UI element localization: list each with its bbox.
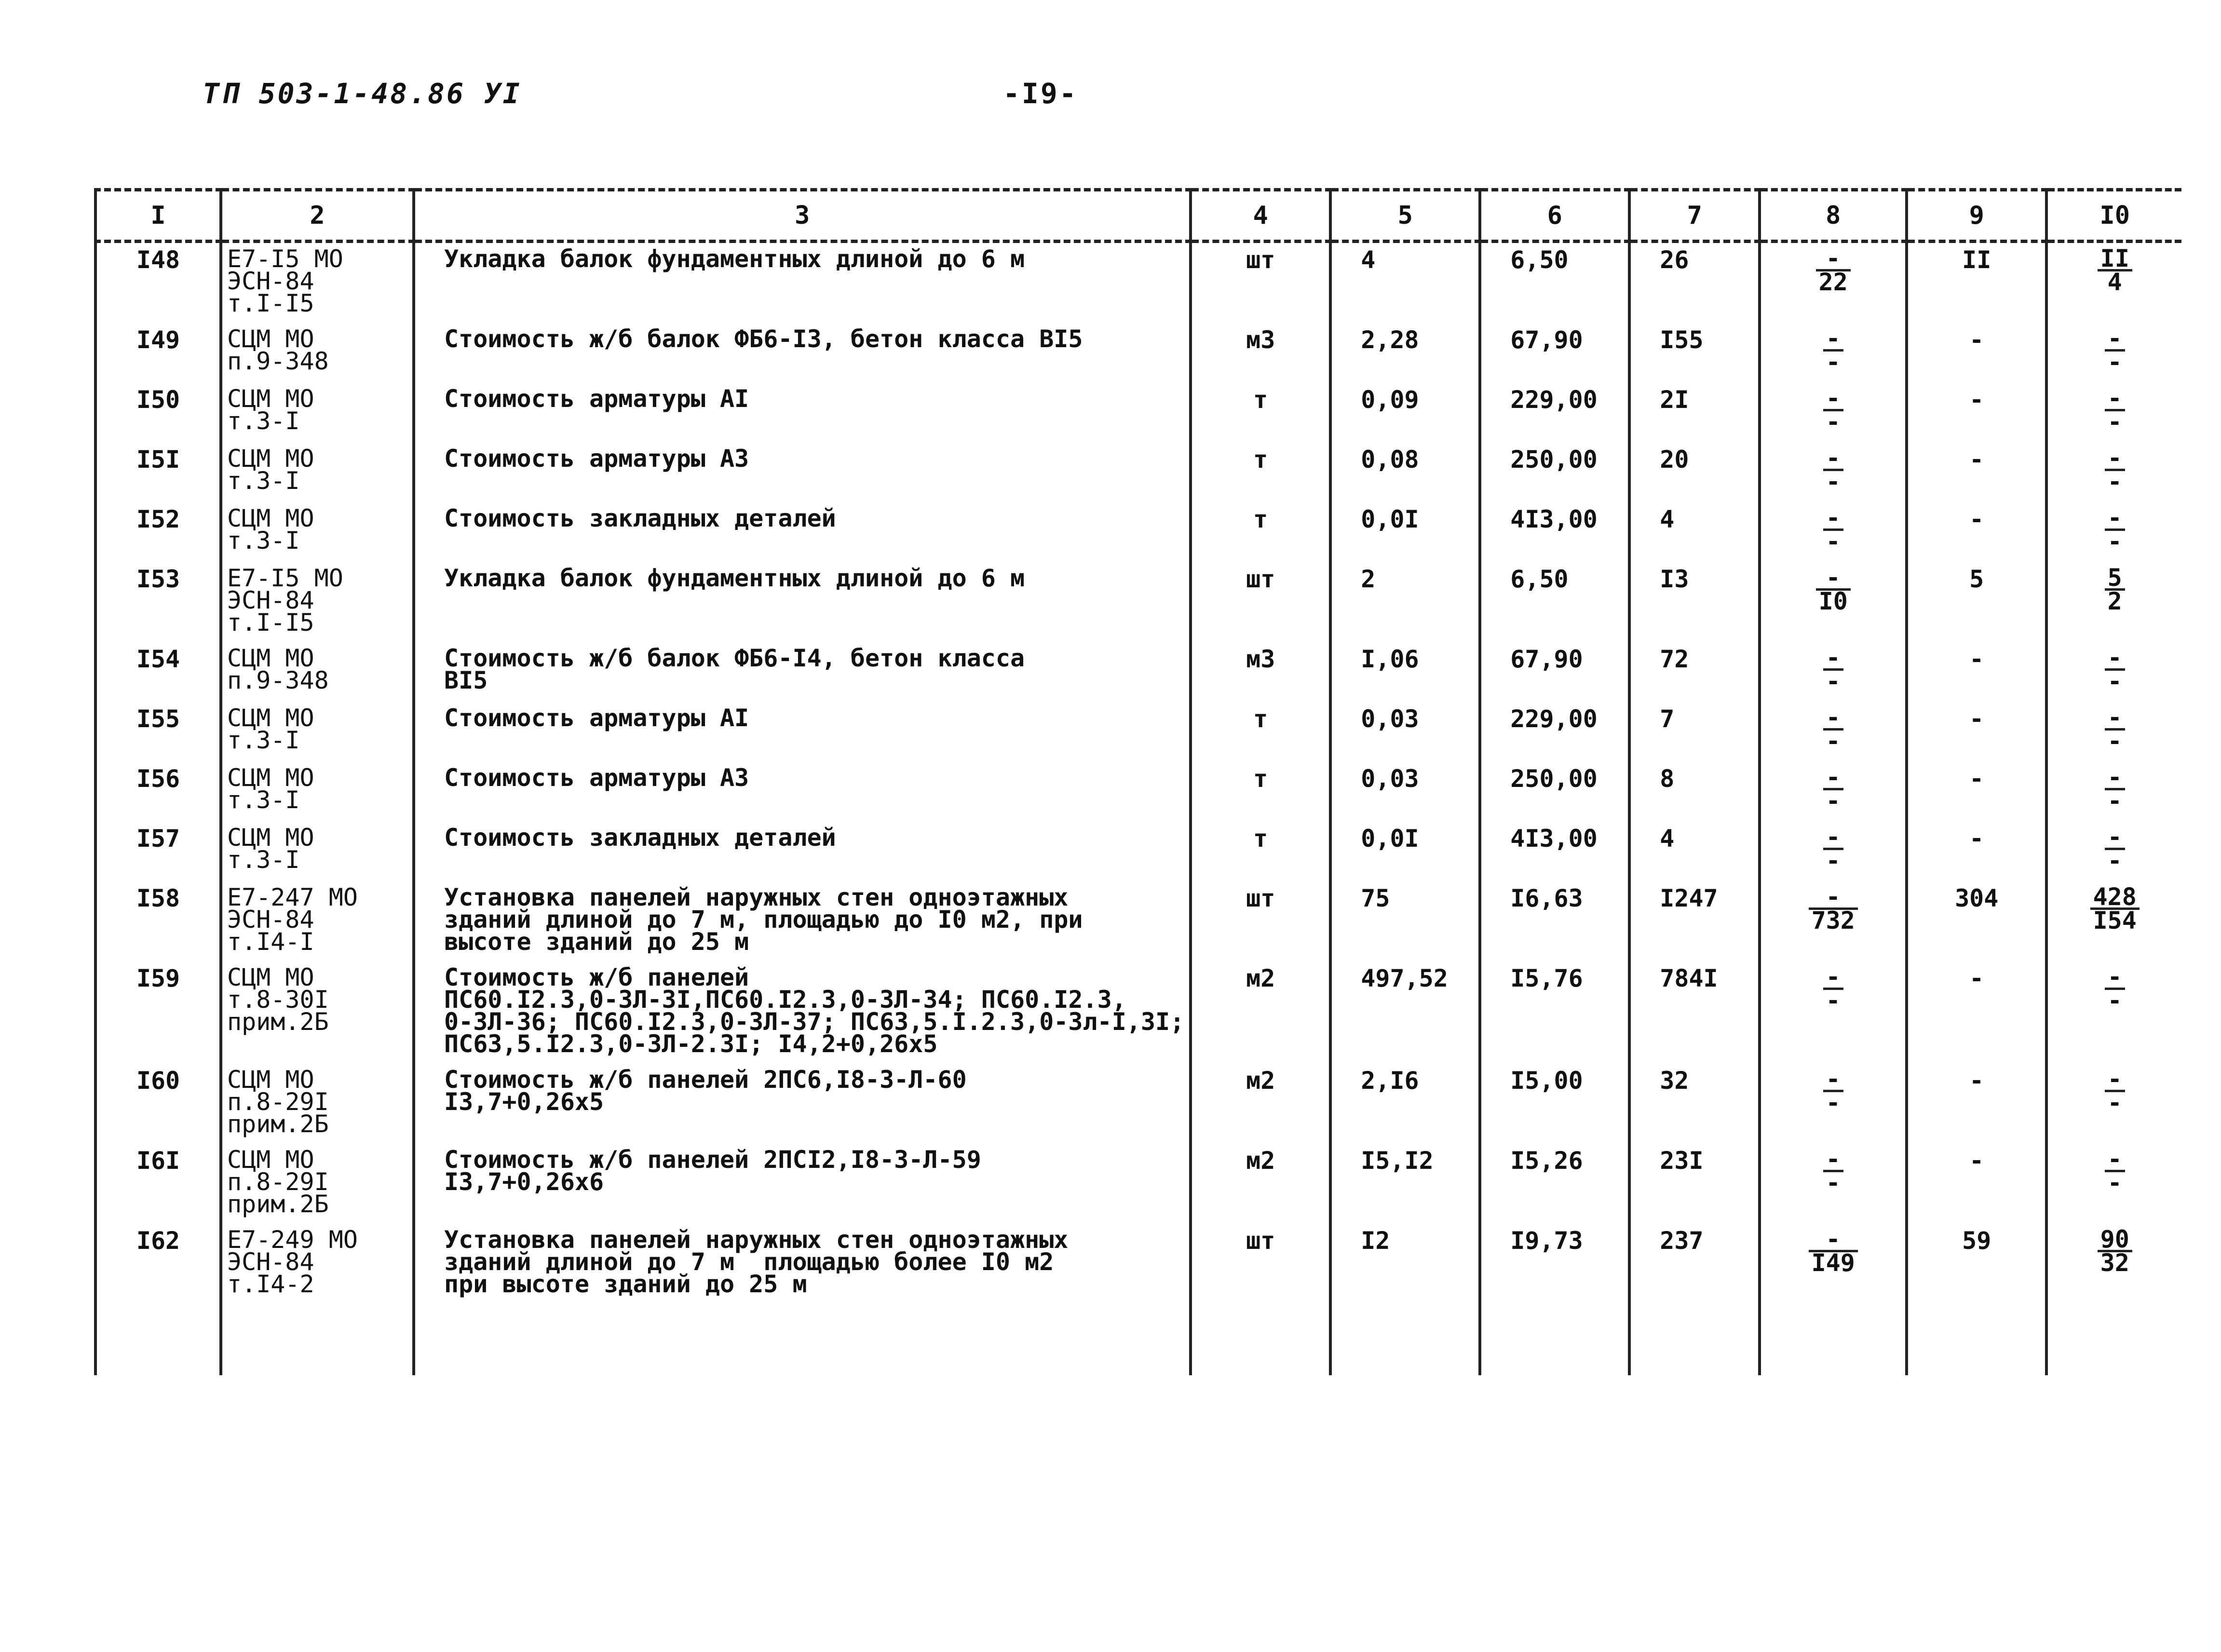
fraction [2098, 244, 2132, 296]
unit-of-measure: т [1191, 383, 1330, 443]
work-description: Установка панелей наружных стен одноэтажных зданий длиной до 7 м, площадью до I0 м2, при высоте зданий до 25 м [414, 881, 1191, 961]
quantity: 0,03 [1330, 702, 1480, 762]
quantity: I5,I2 [1330, 1144, 1480, 1224]
column-9-value: - [1907, 762, 2046, 822]
row-number: I49 [95, 323, 221, 383]
quantity: 0,03 [1330, 762, 1480, 822]
fraction-denominator: - [2107, 1089, 2122, 1117]
fraction-numerator: - [1823, 647, 1843, 671]
fraction-denominator: - [2107, 528, 2122, 555]
fraction [2105, 644, 2125, 695]
column-9-value: 304 [1907, 881, 2046, 961]
fraction-numerator: - [2105, 647, 2125, 671]
column-9-value: - [1907, 702, 2046, 762]
fraction [2098, 1225, 2132, 1277]
column-9-value: - [1907, 383, 2046, 443]
fraction [2105, 704, 2125, 755]
quantity: 0,08 [1330, 443, 1480, 502]
column-header: I0 [2046, 190, 2181, 242]
fraction [1816, 564, 1851, 615]
column-8-value [1760, 562, 1907, 642]
work-description: Стоимость арматуры АI [414, 383, 1191, 443]
fraction-numerator: - [1823, 826, 1843, 850]
fraction-numerator: - [2105, 507, 2125, 531]
column-10-value [2046, 383, 2181, 443]
total-cost: 4 [1629, 502, 1760, 562]
column-10-value [2046, 881, 2181, 961]
unit-price: 250,00 [1480, 762, 1629, 822]
row-number: I48 [95, 242, 221, 324]
column-8-value [1760, 881, 1907, 961]
column-8-value [1760, 961, 1907, 1064]
unit-price: I6,63 [1480, 881, 1629, 961]
source-code: СЦМ МО т.3-I [221, 762, 414, 822]
column-8-value [1760, 702, 1907, 762]
empty-cell [1480, 1304, 1629, 1375]
fraction-numerator: - [1823, 1149, 1843, 1172]
quantity: 2 [1330, 562, 1480, 642]
work-description: Стоимость арматуры А3 [414, 762, 1191, 822]
fraction-numerator: - [2105, 707, 2125, 731]
total-cost: 26 [1629, 242, 1760, 324]
unit-price: I5,26 [1480, 1144, 1629, 1224]
column-header: 7 [1629, 190, 1760, 242]
fraction-numerator: - [1816, 248, 1851, 271]
source-code: Е7-I5 МО ЭСН-84 т.I-I5 [221, 242, 414, 324]
total-cost: 7 [1629, 702, 1760, 762]
fraction-denominator: - [1826, 727, 1841, 755]
fraction-denominator: 22 [1818, 268, 1848, 296]
fraction-denominator: - [2107, 667, 2122, 695]
total-cost: 237 [1629, 1224, 1760, 1304]
column-8-value [1760, 1064, 1907, 1144]
source-code: СЦМ МО п.9-348 [221, 323, 414, 383]
column-9-value: 5 [1907, 562, 2046, 642]
total-cost: I247 [1629, 881, 1760, 961]
fraction-denominator: 2 [2107, 587, 2122, 615]
unit-of-measure: шт [1191, 1224, 1330, 1304]
empty-cell [221, 1304, 414, 1375]
fraction-numerator: - [1823, 767, 1843, 790]
fraction-denominator: 32 [2100, 1249, 2129, 1277]
column-header: I [95, 190, 221, 242]
fraction [1823, 384, 1843, 436]
table-row [95, 762, 2181, 822]
empty-cell [414, 1304, 1191, 1375]
row-number: I53 [95, 562, 221, 642]
unit-price: 4I3,00 [1480, 822, 1629, 881]
fraction [1823, 763, 1843, 815]
source-code: СЦМ МО п.9-348 [221, 642, 414, 702]
work-description: Стоимость ж/б балок ФБ6-I3, бетон класса BI5 [414, 323, 1191, 383]
quantity: 0,09 [1330, 383, 1480, 443]
unit-price: 250,00 [1480, 443, 1629, 502]
fraction-numerator: 90 [2098, 1229, 2132, 1252]
unit-of-measure: т [1191, 502, 1330, 562]
source-code: СЦМ МО т.3-I [221, 822, 414, 881]
row-number: I56 [95, 762, 221, 822]
fraction-numerator: - [2105, 1149, 2125, 1172]
fraction [2105, 325, 2125, 376]
row-number: I58 [95, 881, 221, 961]
work-description: Установка панелей наружных стен одноэтажных зданий длиной до 7 м площадью более I0 м2 при высоте зданий до 25 м [414, 1224, 1191, 1304]
table-row [95, 1064, 2181, 1144]
fraction [2105, 823, 2125, 875]
empty-cell [1330, 1304, 1480, 1375]
column-header: 8 [1760, 190, 1907, 242]
total-cost: I55 [1629, 323, 1760, 383]
fraction [1823, 823, 1843, 875]
column-10-value [2046, 762, 2181, 822]
column-10-value [2046, 1224, 2181, 1304]
column-9-value: - [1907, 822, 2046, 881]
fraction-denominator: - [2107, 987, 2122, 1015]
table-row [95, 443, 2181, 502]
total-cost: 32 [1629, 1064, 1760, 1144]
fraction-numerator: - [1823, 328, 1843, 352]
column-10-value [2046, 323, 2181, 383]
column-9-value: II [1907, 242, 2046, 324]
empty-cell [2046, 1304, 2181, 1375]
estimate-table [94, 188, 2181, 1375]
unit-of-measure: м3 [1191, 323, 1330, 383]
fraction [2090, 883, 2140, 934]
fraction [2105, 1065, 2125, 1117]
fraction [1823, 325, 1843, 376]
column-9-value: - [1907, 1064, 2046, 1144]
column-8-value [1760, 1144, 1907, 1224]
fraction-denominator: - [1826, 987, 1841, 1015]
column-8-value [1760, 242, 1907, 324]
table-row [95, 562, 2181, 642]
fraction-denominator: - [2107, 468, 2122, 496]
fraction-numerator: - [1823, 707, 1843, 731]
fraction [1823, 963, 1843, 1015]
fraction [2105, 1145, 2125, 1197]
fraction-numerator: - [1823, 966, 1843, 990]
fraction-denominator: - [1826, 1089, 1841, 1117]
fraction [1816, 244, 1851, 296]
table-row [95, 881, 2181, 961]
fraction-numerator: - [2105, 447, 2125, 471]
row-number: I57 [95, 822, 221, 881]
unit-price: I9,73 [1480, 1224, 1629, 1304]
work-description: Стоимость ж/б панелей ПС60.I2.3,0-3Л-3I,ПС60.I2.3,0-3Л-34; ПС60.I2.3, 0-3Л-36; ПС60.I2.3,0-3Л-37; ПС63,5.I.2.3,0-3л-I,3I; ПС63,5.I2.3,0-3Л-2.3I; I4,2+0,26х5 [414, 961, 1191, 1064]
total-cost: 72 [1629, 642, 1760, 702]
unit-of-measure: м3 [1191, 642, 1330, 702]
fraction [1823, 444, 1843, 496]
quantity: 2,I6 [1330, 1064, 1480, 1144]
column-10-value [2046, 822, 2181, 881]
row-number: I5I [95, 443, 221, 502]
work-description: Стоимость арматуры АI [414, 702, 1191, 762]
table-row [95, 1224, 2181, 1304]
quantity: 497,52 [1330, 961, 1480, 1064]
fraction-denominator: I54 [2093, 907, 2137, 934]
column-9-value: - [1907, 502, 2046, 562]
total-cost: 8 [1629, 762, 1760, 822]
column-10-value [2046, 961, 2181, 1064]
quantity: 2,28 [1330, 323, 1480, 383]
fraction-denominator: 4 [2107, 268, 2122, 296]
table-row [95, 822, 2181, 881]
column-8-value [1760, 443, 1907, 502]
unit-price: 229,00 [1480, 383, 1629, 443]
table-row [95, 242, 2181, 324]
fraction [1823, 644, 1843, 695]
source-code: СЦМ МО т.3-I [221, 702, 414, 762]
fraction-denominator: - [1826, 1169, 1841, 1197]
column-8-value [1760, 762, 1907, 822]
unit-of-measure: т [1191, 762, 1330, 822]
total-cost: 23I [1629, 1144, 1760, 1224]
fraction-denominator: - [1826, 667, 1841, 695]
column-8-value [1760, 502, 1907, 562]
unit-price: I5,76 [1480, 961, 1629, 1064]
empty-cell [95, 1304, 221, 1375]
fraction-denominator: - [1826, 408, 1841, 436]
page-number: -I9- [1003, 77, 1078, 110]
quantity: I2 [1330, 1224, 1480, 1304]
unit-price: 229,00 [1480, 702, 1629, 762]
fraction [1809, 1225, 1858, 1277]
quantity: 75 [1330, 881, 1480, 961]
unit-price: 6,50 [1480, 562, 1629, 642]
row-number: I6I [95, 1144, 221, 1224]
fraction-numerator: - [1809, 1229, 1858, 1252]
unit-of-measure: т [1191, 443, 1330, 502]
unit-of-measure: шт [1191, 562, 1330, 642]
column-10-value [2046, 562, 2181, 642]
source-code: СЦМ МО т.3-I [221, 502, 414, 562]
column-9-value: 59 [1907, 1224, 2046, 1304]
column-10-value [2046, 1144, 2181, 1224]
fraction [1823, 1065, 1843, 1117]
total-cost: 2I [1629, 383, 1760, 443]
unit-of-measure: м2 [1191, 1144, 1330, 1224]
column-9-value: - [1907, 642, 2046, 702]
work-description: Стоимость закладных деталей [414, 822, 1191, 881]
work-description: Стоимость ж/б панелей 2ПСI2,I8-3-Л-59 I3,7+0,26х6 [414, 1144, 1191, 1224]
column-10-value [2046, 443, 2181, 502]
fraction [1809, 883, 1858, 934]
fraction-denominator: - [2107, 1169, 2122, 1197]
column-header-row [95, 190, 2181, 242]
column-header: 6 [1480, 190, 1629, 242]
fraction [2105, 444, 2125, 496]
column-10-value [2046, 502, 2181, 562]
fraction-numerator: - [1816, 567, 1851, 591]
column-10-value [2046, 1064, 2181, 1144]
fraction-numerator: - [2105, 388, 2125, 411]
total-cost: 784I [1629, 961, 1760, 1064]
fraction [2105, 763, 2125, 815]
unit-price: I5,00 [1480, 1064, 1629, 1144]
source-code: Е7-249 МО ЭСН-84 т.I4-2 [221, 1224, 414, 1304]
table-row [95, 1144, 2181, 1224]
table-row [95, 961, 2181, 1064]
column-8-value [1760, 642, 1907, 702]
row-number: I59 [95, 961, 221, 1064]
column-10-value [2046, 242, 2181, 324]
column-8-value [1760, 1224, 1907, 1304]
source-code: СЦМ МО т.3-I [221, 443, 414, 502]
fraction-denominator: - [2107, 727, 2122, 755]
source-code: СЦМ МО п.8-29I прим.2Б [221, 1144, 414, 1224]
fraction-numerator: - [2105, 328, 2125, 352]
total-cost: I3 [1629, 562, 1760, 642]
table-row [95, 702, 2181, 762]
quantity: 0,0I [1330, 502, 1480, 562]
document-code: ТП 503-1-48.86 УI [203, 77, 522, 110]
fraction-denominator: - [2107, 348, 2122, 376]
fraction-numerator: - [2105, 966, 2125, 990]
table-row [95, 642, 2181, 702]
fraction [1823, 504, 1843, 555]
row-number: I60 [95, 1064, 221, 1144]
column-header: 5 [1330, 190, 1480, 242]
table-row [95, 323, 2181, 383]
fraction-numerator: - [1823, 507, 1843, 531]
source-code: СЦМ МО т.3-I [221, 383, 414, 443]
column-9-value: - [1907, 1144, 2046, 1224]
total-cost: 20 [1629, 443, 1760, 502]
work-description: Стоимость ж/б панелей 2ПС6,I8-3-Л-60 I3,7+0,26х5 [414, 1064, 1191, 1144]
fraction [2105, 384, 2125, 436]
quantity: I,06 [1330, 642, 1480, 702]
row-number: I52 [95, 502, 221, 562]
unit-of-measure: м2 [1191, 961, 1330, 1064]
fraction-denominator: - [2107, 408, 2122, 436]
fraction-denominator: - [2107, 847, 2122, 875]
source-code: Е7-I5 МО ЭСН-84 т.I-I5 [221, 562, 414, 642]
unit-of-measure: т [1191, 822, 1330, 881]
unit-of-measure: шт [1191, 881, 1330, 961]
fraction [2105, 564, 2125, 615]
fraction-denominator: - [1826, 468, 1841, 496]
fraction-numerator: - [1823, 388, 1843, 411]
fraction-numerator: - [2105, 1069, 2125, 1092]
source-code: СЦМ МО т.8-30I прим.2Б [221, 961, 414, 1064]
table-row [95, 383, 2181, 443]
column-8-value [1760, 383, 1907, 443]
fraction-denominator: - [1826, 847, 1841, 875]
fraction-numerator: - [2105, 767, 2125, 790]
table-tail [95, 1304, 2181, 1375]
fraction-denominator: I49 [1811, 1249, 1855, 1277]
fraction-numerator: - [1823, 447, 1843, 471]
quantity: 0,0I [1330, 822, 1480, 881]
fraction-numerator: 5 [2105, 567, 2125, 591]
quantity: 4 [1330, 242, 1480, 324]
column-8-value [1760, 323, 1907, 383]
fraction-numerator: 428 [2090, 886, 2140, 910]
column-header: 9 [1907, 190, 2046, 242]
column-10-value [2046, 642, 2181, 702]
fraction-numerator: - [1823, 1069, 1843, 1092]
work-description: Стоимость ж/б балок ФБ6-I4, бетон класса BI5 [414, 642, 1191, 702]
fraction-denominator: 732 [1811, 907, 1855, 934]
column-header: 2 [221, 190, 414, 242]
column-10-value [2046, 702, 2181, 762]
row-number: I62 [95, 1224, 221, 1304]
fraction-denominator: I0 [1818, 587, 1848, 615]
empty-cell [1191, 1304, 1330, 1375]
empty-cell [1629, 1304, 1760, 1375]
unit-price: 4I3,00 [1480, 502, 1629, 562]
column-9-value: - [1907, 443, 2046, 502]
column-8-value [1760, 822, 1907, 881]
fraction-numerator: II [2098, 248, 2132, 271]
fraction-denominator: - [1826, 348, 1841, 376]
work-description: Стоимость закладных деталей [414, 502, 1191, 562]
empty-cell [1760, 1304, 1907, 1375]
work-description: Стоимость арматуры А3 [414, 443, 1191, 502]
table-body [95, 242, 2181, 1376]
unit-of-measure: м2 [1191, 1064, 1330, 1144]
fraction-denominator: - [2107, 787, 2122, 815]
row-number: I54 [95, 642, 221, 702]
work-description: Укладка балок фундаментных длиной до 6 м [414, 562, 1191, 642]
column-header: 3 [414, 190, 1191, 242]
source-code: СЦМ МО п.8-29I прим.2Б [221, 1064, 414, 1144]
empty-cell [1907, 1304, 2046, 1375]
table-row [95, 502, 2181, 562]
row-number: I50 [95, 383, 221, 443]
fraction [1823, 1145, 1843, 1197]
total-cost: 4 [1629, 822, 1760, 881]
unit-of-measure: т [1191, 702, 1330, 762]
fraction [2105, 504, 2125, 555]
fraction-numerator: - [1809, 886, 1858, 910]
column-9-value: - [1907, 323, 2046, 383]
work-description: Укладка балок фундаментных длиной до 6 м [414, 242, 1191, 324]
row-number: I55 [95, 702, 221, 762]
fraction [2105, 963, 2125, 1015]
unit-price: 6,50 [1480, 242, 1629, 324]
fraction-numerator: - [2105, 826, 2125, 850]
fraction-denominator: - [1826, 787, 1841, 815]
column-9-value: - [1907, 961, 2046, 1064]
source-code: Е7-247 МО ЭСН-84 т.I4-I [221, 881, 414, 961]
fraction [1823, 704, 1843, 755]
unit-price: 67,90 [1480, 642, 1629, 702]
fraction-denominator: - [1826, 528, 1841, 555]
unit-of-measure: шт [1191, 242, 1330, 324]
column-header: 4 [1191, 190, 1330, 242]
unit-price: 67,90 [1480, 323, 1629, 383]
